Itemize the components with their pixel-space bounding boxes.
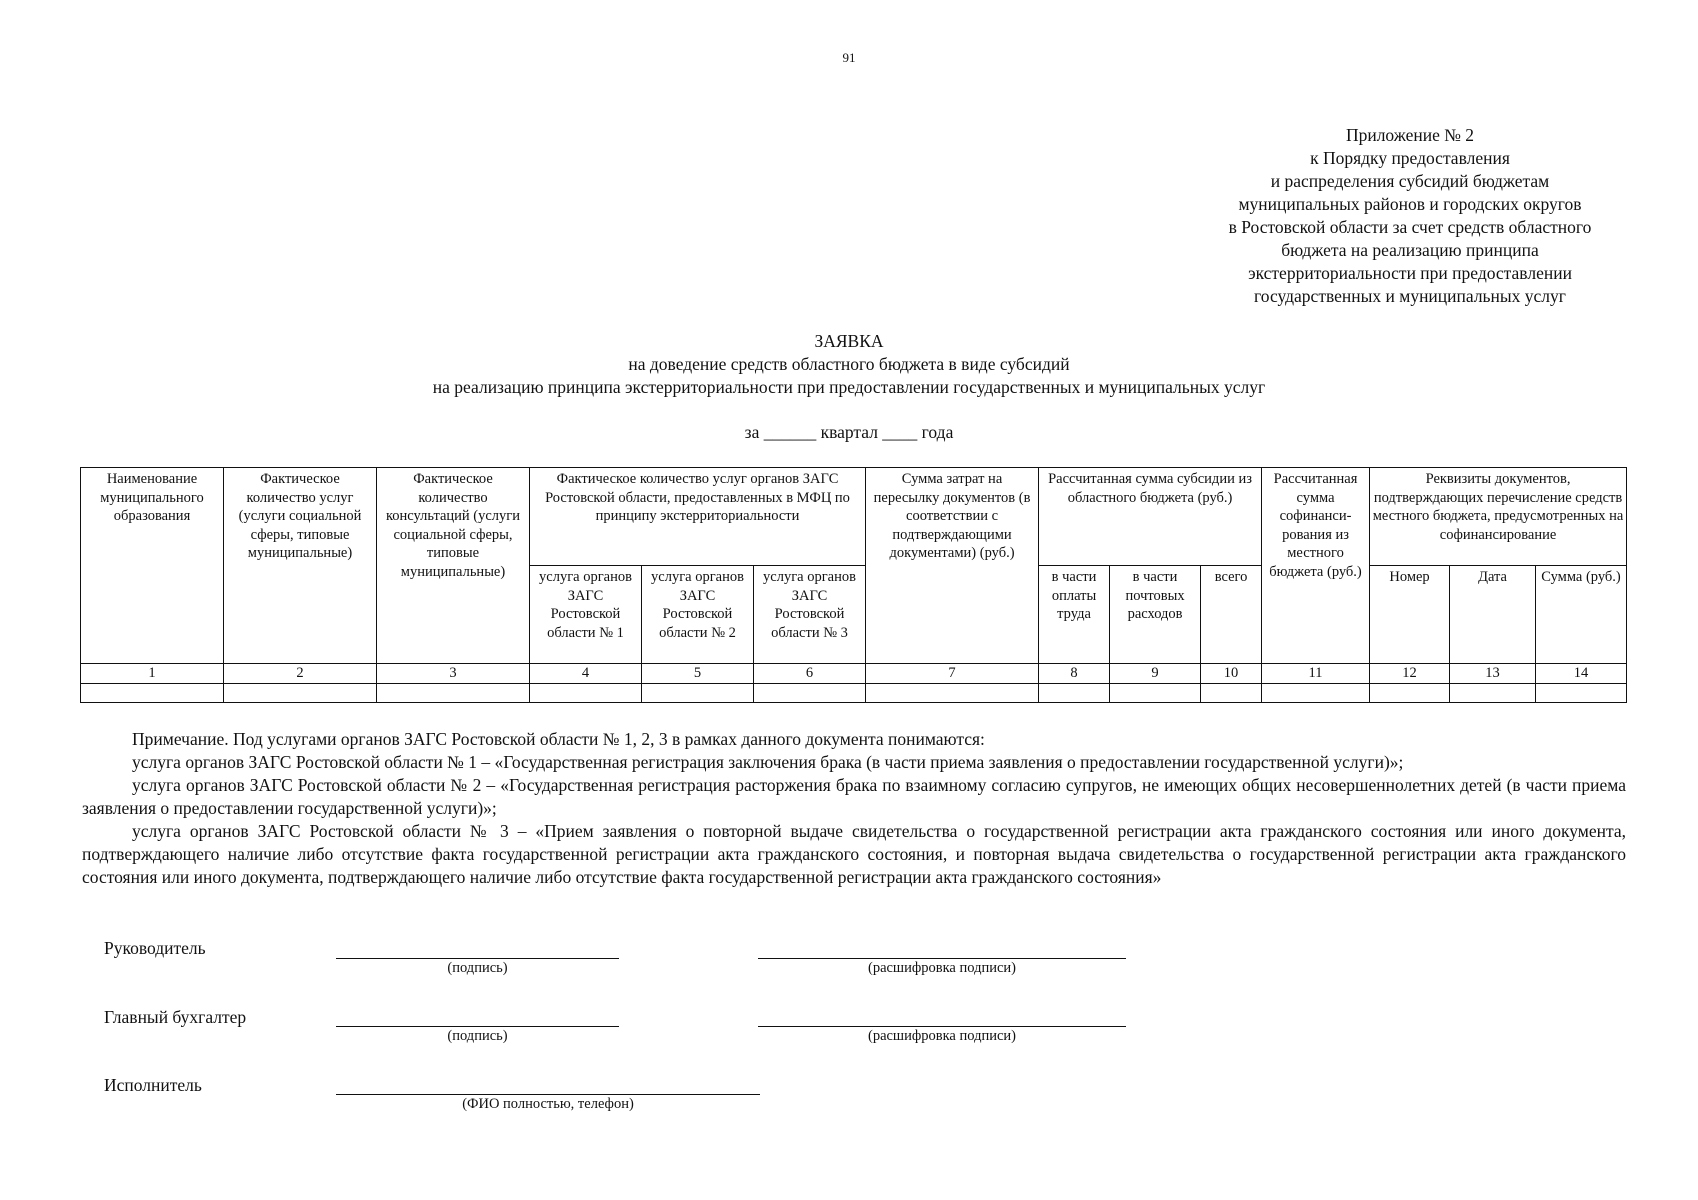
period-line: за ______ квартал ____ года: [744, 422, 954, 442]
empty-cell[interactable]: [1110, 683, 1201, 702]
appendix-line: к Порядку предоставления: [1310, 148, 1510, 168]
column-number: 13: [1450, 664, 1536, 684]
note-paragraph: услуга органов ЗАГС Ростовской области № 2 – «Государственная регистрация расторжения брака по взаимному согласию супругов, не имеющих общих несовершеннолетних детей (в части приема заявления о предоставлении государственной услуги)»;: [82, 775, 1626, 818]
subheader-cell: Сумма (руб.): [1536, 566, 1627, 664]
document-title: [0, 330, 1698, 399]
subheader-cell: всего: [1201, 566, 1262, 664]
column-number: 12: [1370, 664, 1450, 684]
subheader-cell: Номер: [1370, 566, 1450, 664]
title-line: на доведение средств областного бюджета в виде субсидий: [628, 354, 1070, 374]
empty-cell[interactable]: [1262, 683, 1370, 702]
appendix-line: государственных и муниципальных услуг: [1254, 286, 1566, 306]
header-cell: Фактическое количество услуг органов ЗАГС Ростовской области, предоставленных в МФЦ по принципу экстерриториальности: [530, 468, 866, 566]
appendix-line: Приложение № 2: [1345, 125, 1475, 145]
note-paragraph: Примечание. Под услугами органов ЗАГС Ростовской области № 1, 2, 3 в рамках данного документа понимаются:: [132, 729, 985, 749]
header-cell: Наименование муниципального образования: [81, 468, 224, 664]
appendix-line: в Ростовской области за счет средств областного: [1228, 217, 1592, 237]
subheader-cell: в части почтовых расходов: [1110, 566, 1201, 664]
empty-cell[interactable]: [530, 683, 642, 702]
header-cell: Сумма затрат на пересылку документов (в соответствии с подтверждающими документами) (руб.): [866, 468, 1039, 664]
subheader-cell: услуга органов ЗАГС Ростовской области № 2: [642, 566, 754, 664]
decoding-caption: (расшифровка подписи): [867, 960, 1017, 976]
column-number: 3: [377, 664, 530, 684]
empty-cell[interactable]: [642, 683, 754, 702]
empty-cell[interactable]: [1536, 683, 1627, 702]
column-number: 14: [1536, 664, 1627, 684]
header-cell: Рассчитанная сумма субсидии из областного бюджета (руб.): [1039, 468, 1262, 566]
empty-cell[interactable]: [81, 683, 224, 702]
column-number-row: [81, 664, 1627, 684]
subheader-cell: в части оплаты труда: [1039, 566, 1110, 664]
title-heading: ЗАЯВКА: [814, 331, 884, 351]
appendix-line: муниципальных районов и городских округов: [1238, 194, 1582, 214]
subheader-cell: услуга органов ЗАГС Ростовской области № 1: [530, 566, 642, 664]
column-number: 4: [530, 664, 642, 684]
signature-label-executor: Исполнитель: [104, 1075, 202, 1095]
column-number: 5: [642, 664, 754, 684]
column-number: 2: [224, 664, 377, 684]
column-number: 1: [81, 664, 224, 684]
note-block: [82, 728, 1626, 889]
signature-line-head[interactable]: [336, 958, 619, 959]
column-number: 11: [1262, 664, 1370, 684]
page-number: 91: [842, 50, 856, 65]
column-number: 7: [866, 664, 1039, 684]
appendix-line: экстерриториальности при предоставлении: [1248, 263, 1572, 283]
table-header-row: [81, 468, 1627, 566]
empty-cell[interactable]: [224, 683, 377, 702]
empty-cell[interactable]: [1450, 683, 1536, 702]
column-number: 8: [1039, 664, 1110, 684]
subheader-cell: Дата: [1450, 566, 1536, 664]
signature-line-accountant[interactable]: [336, 1026, 619, 1027]
empty-cell[interactable]: [866, 683, 1039, 702]
column-number: 10: [1201, 664, 1262, 684]
decoding-line-accountant[interactable]: [758, 1026, 1126, 1027]
empty-cell[interactable]: [1370, 683, 1450, 702]
title-line: на реализацию принципа экстерриториальности при предоставлении государственных и муниципальных услуг: [432, 377, 1266, 397]
appendix-line: и распределения субсидий бюджетам: [1270, 171, 1550, 191]
signature-label-accountant: Главный бухгалтер: [104, 1007, 247, 1027]
signature-caption: (подпись): [447, 960, 508, 976]
executor-caption: (ФИО полностью, телефон): [462, 1096, 634, 1112]
empty-cell[interactable]: [1039, 683, 1110, 702]
column-number: 9: [1110, 664, 1201, 684]
empty-cell[interactable]: [1201, 683, 1262, 702]
executor-line[interactable]: [336, 1094, 760, 1095]
decoding-line-head[interactable]: [758, 958, 1126, 959]
subheader-cell: услуга органов ЗАГС Ростовской области № 3: [754, 566, 866, 664]
appendix-line: бюджета на реализацию принципа: [1281, 240, 1539, 260]
header-cell: Реквизиты документов, подтверждающих перечисление средств местного бюджета, предусмотренных на софинансирование: [1370, 468, 1627, 566]
appendix-block: [1170, 124, 1650, 308]
empty-data-row: [81, 683, 1627, 702]
empty-cell[interactable]: [377, 683, 530, 702]
header-cell: Фактическое количество услуг (услуги социальной сферы, типовые муниципальные): [224, 468, 377, 664]
column-number: 6: [754, 664, 866, 684]
empty-cell[interactable]: [754, 683, 866, 702]
note-paragraph: услуга органов ЗАГС Ростовской области № 3 – «Прием заявления о повторной выдаче свидетельства о государственной регистрации акта гражданского состояния или иного документа, подтверждающего наличие либо отсутствие факта государственной регистрации акта гражданского состояния, и повторная выдача свидетельства о государственной регистрации акта гражданского состояния или иного документа, подтверждающего наличие либо отсутствие факта государственной регистрации акта гражданского состояния»: [82, 821, 1626, 887]
signature-caption: (подпись): [447, 1028, 508, 1044]
application-table: [80, 467, 1627, 703]
header-cell: Рассчитанная сумма софинанси-рования из местного бюджета (руб.): [1262, 468, 1370, 664]
decoding-caption: (расшифровка подписи): [867, 1028, 1017, 1044]
header-cell: Фактическое количество консультаций (услуги социальной сферы, типовые муниципальные): [377, 468, 530, 664]
note-paragraph: услуга органов ЗАГС Ростовской области № 1 – «Государственная регистрация заключения брака (в части приема заявления о предоставлении государственной услуги)»;: [132, 752, 1404, 772]
signature-label-head: Руководитель: [104, 938, 206, 958]
